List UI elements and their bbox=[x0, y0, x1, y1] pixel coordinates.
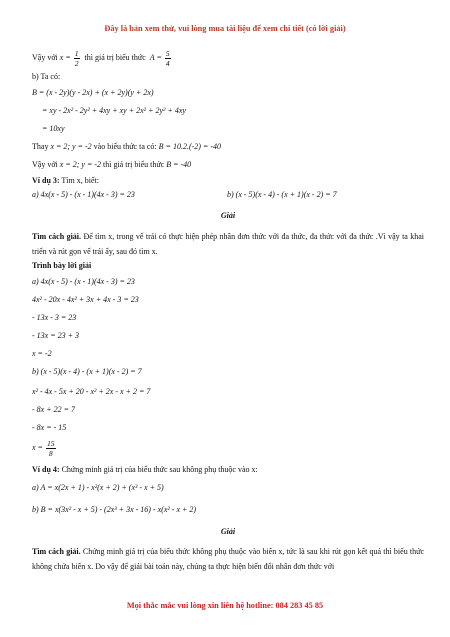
math: x = bbox=[59, 53, 71, 62]
fraction-five-fourths bbox=[165, 49, 171, 68]
math: x = 2; y = -2 bbox=[50, 142, 92, 151]
part-b-heading: b) Ta có: bbox=[32, 72, 61, 81]
example-3-heading bbox=[32, 176, 424, 186]
numerator: 1 bbox=[74, 48, 79, 58]
conclusion-a bbox=[32, 46, 424, 70]
step-9: - 8x = - 15 bbox=[32, 423, 67, 432]
fraction-fifteen-eighths bbox=[46, 439, 56, 458]
equation-b2: = xy - 2x² - 2y² + 4xy + xy + 2x² + 2y² + 4xy bbox=[42, 106, 186, 115]
example-label: Ví dụ 4: bbox=[32, 465, 60, 474]
part-a: a) 4x(x - 5) - (x - 1)(4x - 3) = 23 bbox=[32, 190, 135, 199]
denominator: 4 bbox=[165, 58, 170, 68]
preview-notice: Đây là bản xem thử, vui lòng mua tài liệu để xem chi tiết (có lời giải) bbox=[104, 24, 346, 33]
step-8: - 8x + 22 = 7 bbox=[32, 405, 76, 414]
step-3: - 13x - 3 = 23 bbox=[32, 313, 77, 322]
example-4-part-b: b) B = x(3x² - x + 5) - (2x³ + 3x - 16) - x(x² - x + 2) bbox=[32, 505, 197, 514]
numerator: 15 bbox=[46, 438, 55, 448]
equation-b1: B = (x - 2y)(y - 2x) + (x + 2y)(y + 2x) bbox=[32, 88, 154, 97]
method-paragraph bbox=[32, 229, 424, 259]
step-4: - 13x = 23 + 3 bbox=[32, 331, 80, 340]
step-10 bbox=[32, 437, 424, 459]
text: thì giá trị biểu thức bbox=[84, 53, 146, 62]
math: A = bbox=[149, 53, 162, 62]
numerator: 5 bbox=[165, 48, 170, 58]
example-4-heading bbox=[32, 465, 424, 475]
conclusion-b bbox=[32, 160, 424, 170]
text: vào biểu thức ta có: bbox=[93, 142, 157, 151]
example-label: Ví dụ 3: bbox=[32, 176, 60, 185]
math: x = 2; y = -2 bbox=[59, 160, 102, 169]
equation-b3: = 10xy bbox=[42, 124, 65, 133]
method-label: Tìm cách giải. bbox=[32, 547, 81, 556]
step-2: 4x² - 20x - 4x² + 3x + 4x - 3 = 23 bbox=[32, 295, 139, 304]
method-label: Tìm cách giải. bbox=[32, 232, 82, 241]
part-b: b) (x - 5)(x - 4) - (x + 1)(x - 2) = 7 bbox=[227, 190, 337, 199]
denominator: 2 bbox=[74, 58, 79, 68]
text: Chứng minh giá trị của biểu thức không phụ thuộc vào biến x, tức là sau khi rút gọn kết quả thì biểu thức không chứa biến x. Do vậy để giải bài toán này, chúng ta thực hiện biến đổi nhân đơn thức với bbox=[32, 547, 425, 571]
math: B = -40 bbox=[166, 160, 192, 169]
step-7: x² - 4x - 5x + 20 - x² + 2x - x + 2 = 7 bbox=[32, 387, 151, 396]
solution-heading: Giải bbox=[220, 211, 236, 220]
example-4-part-a: a) A = x(2x + 1) - x²(x + 2) + (x³ - x + 5) bbox=[32, 483, 164, 492]
presentation-heading bbox=[32, 261, 424, 271]
text: Tìm x, biết: bbox=[61, 176, 99, 185]
step-6: b) (x - 5)(x - 4) - (x + 1)(x - 2) = 7 bbox=[32, 367, 142, 376]
text: Thay bbox=[32, 142, 49, 151]
text: Vậy với bbox=[32, 160, 58, 169]
math: B = 10.2.(-2) = -40 bbox=[158, 142, 221, 151]
substitution-line bbox=[32, 142, 424, 152]
math: x = bbox=[32, 443, 43, 452]
hotline-footer: Mọi thắc mắc vui lòng xin liên hệ hotline: 084 283 45 85 bbox=[126, 601, 324, 610]
solution-heading-2: Giải bbox=[220, 527, 236, 536]
label: Trình bày lời giải bbox=[32, 261, 92, 270]
text: Chứng minh giá trị của biểu thức sau không phụ thuộc vào x: bbox=[61, 465, 258, 474]
fraction-one-half bbox=[74, 49, 80, 68]
text: thì giá trị biểu thức bbox=[103, 160, 165, 169]
document-body bbox=[32, 46, 424, 574]
step-1: a) 4x(x - 5) - (x - 1)(4x - 3) = 23 bbox=[32, 277, 135, 286]
denominator: 8 bbox=[48, 448, 53, 458]
text: Để tìm x, trong vế trái có thực hiện phép nhân đơn thức với đa thức, đa thức với đa thức .Vì vậy ta khai triển và rút gọn vế trái ấy, sau đó tìm x. bbox=[32, 232, 425, 256]
step-5: x = -2 bbox=[32, 349, 52, 358]
method-paragraph-2 bbox=[32, 544, 424, 574]
example-3-parts bbox=[32, 190, 424, 201]
text: Vậy với bbox=[32, 53, 58, 62]
